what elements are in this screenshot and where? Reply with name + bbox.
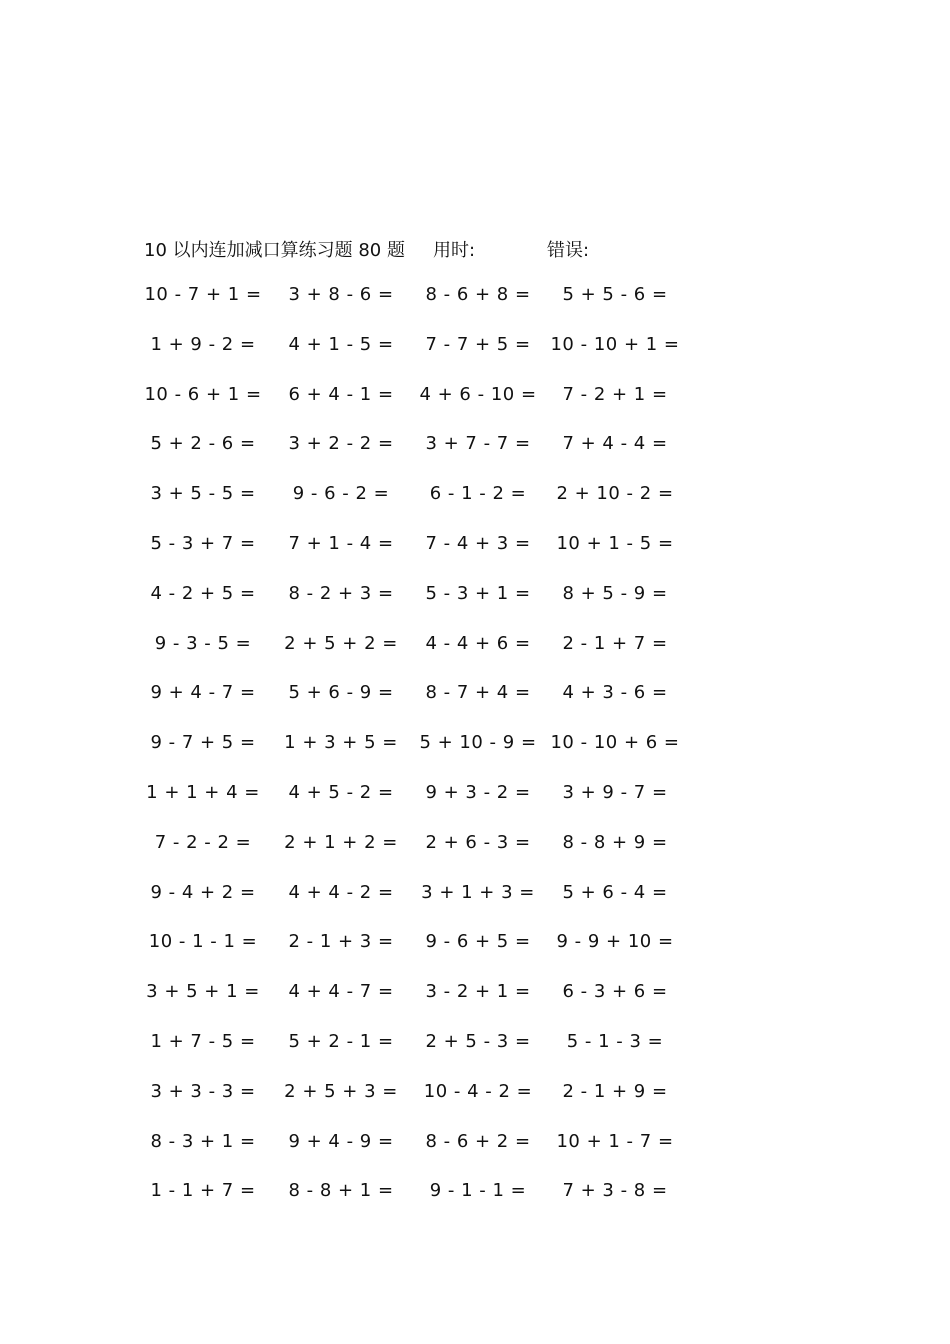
arithmetic-problem: 10 - 7 + 1 = (144, 284, 262, 305)
arithmetic-problem: 4 + 3 - 6 = (562, 682, 668, 704)
problem-row (0, 832, 950, 882)
arithmetic-problem: 2 + 5 + 2 = (284, 632, 398, 654)
arithmetic-problem: 10 - 1 - 1 = (148, 931, 258, 953)
arithmetic-problem: 4 - 4 + 6 = (425, 632, 531, 654)
arithmetic-problem: 1 + 3 + 5 = (284, 732, 398, 754)
arithmetic-problem: 9 + 4 - 9 = (288, 1130, 394, 1152)
problem-row (0, 533, 950, 583)
arithmetic-problem: 1 + 9 - 2 = (150, 333, 256, 355)
arithmetic-problem: 9 - 9 + 10 = (556, 931, 674, 953)
arithmetic-problem: 10 - 10 + 1 = (550, 333, 680, 355)
arithmetic-problem: 9 + 3 - 2 = (425, 781, 531, 803)
arithmetic-problem: 9 - 4 + 2 = (150, 881, 256, 903)
arithmetic-problem: 9 - 7 + 5 = (150, 732, 256, 754)
arithmetic-problem: 4 - 2 + 5 = (150, 582, 256, 604)
arithmetic-problem: 5 - 3 + 1 = (425, 582, 531, 604)
problem-grid (0, 284, 950, 1230)
arithmetic-problem: 7 + 4 - 4 = (562, 433, 668, 455)
arithmetic-problem: 4 + 1 - 5 = (288, 333, 394, 355)
problem-row (0, 931, 950, 981)
problem-row (0, 433, 950, 483)
arithmetic-problem: 3 + 9 - 7 = (562, 781, 668, 803)
arithmetic-problem: 1 - 1 + 7 = (150, 1180, 256, 1202)
arithmetic-problem: 5 + 2 - 6 = (150, 433, 256, 455)
worksheet-header (0, 236, 950, 264)
arithmetic-problem: 10 + 1 - 7 = (556, 1130, 674, 1152)
arithmetic-problem: 1 + 7 - 5 = (150, 1030, 256, 1052)
arithmetic-problem: 7 + 3 - 8 = (562, 1180, 668, 1202)
arithmetic-problem: 7 - 4 + 3 = (425, 532, 531, 554)
problem-row (0, 732, 950, 782)
problem-row (0, 1081, 950, 1131)
problem-row (0, 1131, 950, 1181)
arithmetic-problem: 1 + 1 + 4 = (146, 781, 260, 803)
arithmetic-problem: 5 + 5 - 6 = (562, 284, 668, 305)
problem-row (0, 981, 950, 1031)
problem-row (0, 384, 950, 434)
arithmetic-problem: 8 - 8 + 1 = (288, 1180, 394, 1202)
arithmetic-problem: 7 + 1 - 4 = (288, 532, 394, 554)
problem-row (0, 882, 950, 932)
arithmetic-problem: 9 - 3 - 5 = (154, 632, 252, 654)
arithmetic-problem: 6 - 1 - 2 = (429, 483, 527, 505)
arithmetic-problem: 2 - 1 + 3 = (288, 931, 394, 953)
arithmetic-problem: 7 - 7 + 5 = (425, 333, 531, 355)
time-used-label: 用时: (433, 240, 476, 261)
problem-row (0, 583, 950, 633)
arithmetic-problem: 4 + 4 - 2 = (288, 881, 394, 903)
arithmetic-problem: 7 - 2 - 2 = (154, 831, 252, 853)
problem-row (0, 334, 950, 384)
arithmetic-problem: 3 + 3 - 3 = (150, 1080, 256, 1102)
arithmetic-problem: 9 - 6 + 5 = (425, 931, 531, 953)
arithmetic-problem: 3 + 1 + 3 = (421, 881, 535, 903)
worksheet-title: 10 以内连加减口算练习题 80 题 (144, 240, 405, 261)
arithmetic-problem: 3 + 2 - 2 = (288, 433, 394, 455)
arithmetic-problem: 3 - 2 + 1 = (425, 981, 531, 1003)
arithmetic-problem: 3 + 8 - 6 = (288, 284, 394, 305)
arithmetic-problem: 5 + 6 - 4 = (562, 881, 668, 903)
problem-row (0, 483, 950, 533)
arithmetic-problem: 8 - 8 + 9 = (562, 831, 668, 853)
problem-row (0, 284, 950, 334)
problem-row (0, 1031, 950, 1081)
arithmetic-problem: 4 + 4 - 7 = (288, 981, 394, 1003)
arithmetic-problem: 2 - 1 + 7 = (562, 632, 668, 654)
arithmetic-problem: 4 + 6 - 10 = (419, 383, 537, 405)
arithmetic-problem: 2 - 1 + 9 = (562, 1080, 668, 1102)
arithmetic-problem: 5 + 2 - 1 = (288, 1030, 394, 1052)
arithmetic-problem: 2 + 1 + 2 = (284, 831, 398, 853)
errors-label: 错误: (547, 240, 590, 261)
arithmetic-problem: 3 + 5 + 1 = (146, 981, 260, 1003)
arithmetic-problem: 9 - 1 - 1 = (429, 1180, 527, 1202)
arithmetic-problem: 4 + 5 - 2 = (288, 781, 394, 803)
arithmetic-problem: 2 + 5 + 3 = (284, 1080, 398, 1102)
arithmetic-problem: 7 - 2 + 1 = (562, 383, 668, 405)
arithmetic-problem: 6 - 3 + 6 = (562, 981, 668, 1003)
problem-row (0, 1180, 950, 1230)
problem-row (0, 782, 950, 832)
arithmetic-problem: 8 - 6 + 8 = (425, 284, 531, 305)
arithmetic-problem: 8 - 2 + 3 = (288, 582, 394, 604)
arithmetic-problem: 9 + 4 - 7 = (150, 682, 256, 704)
arithmetic-problem: 10 + 1 - 5 = (556, 532, 674, 554)
arithmetic-problem: 5 - 1 - 3 = (566, 1030, 664, 1052)
arithmetic-problem: 3 + 7 - 7 = (425, 433, 531, 455)
arithmetic-problem: 2 + 10 - 2 = (556, 483, 674, 505)
arithmetic-problem: 10 - 4 - 2 = (423, 1080, 533, 1102)
arithmetic-problem: 8 - 7 + 4 = (425, 682, 531, 704)
arithmetic-problem: 8 + 5 - 9 = (562, 582, 668, 604)
arithmetic-problem: 10 - 6 + 1 = (144, 383, 262, 405)
arithmetic-problem: 5 - 3 + 7 = (150, 532, 256, 554)
arithmetic-problem: 5 + 10 - 9 = (419, 732, 537, 754)
problem-row (0, 633, 950, 683)
arithmetic-problem: 6 + 4 - 1 = (288, 383, 394, 405)
arithmetic-problem: 2 + 5 - 3 = (425, 1030, 531, 1052)
arithmetic-problem: 8 - 6 + 2 = (425, 1130, 531, 1152)
arithmetic-problem: 3 + 5 - 5 = (150, 483, 256, 505)
arithmetic-problem: 9 - 6 - 2 = (292, 483, 390, 505)
arithmetic-problem: 10 - 10 + 6 = (550, 732, 680, 754)
arithmetic-problem: 5 + 6 - 9 = (288, 682, 394, 704)
arithmetic-problem: 2 + 6 - 3 = (425, 831, 531, 853)
problem-row (0, 682, 950, 732)
arithmetic-problem: 8 - 3 + 1 = (150, 1130, 256, 1152)
